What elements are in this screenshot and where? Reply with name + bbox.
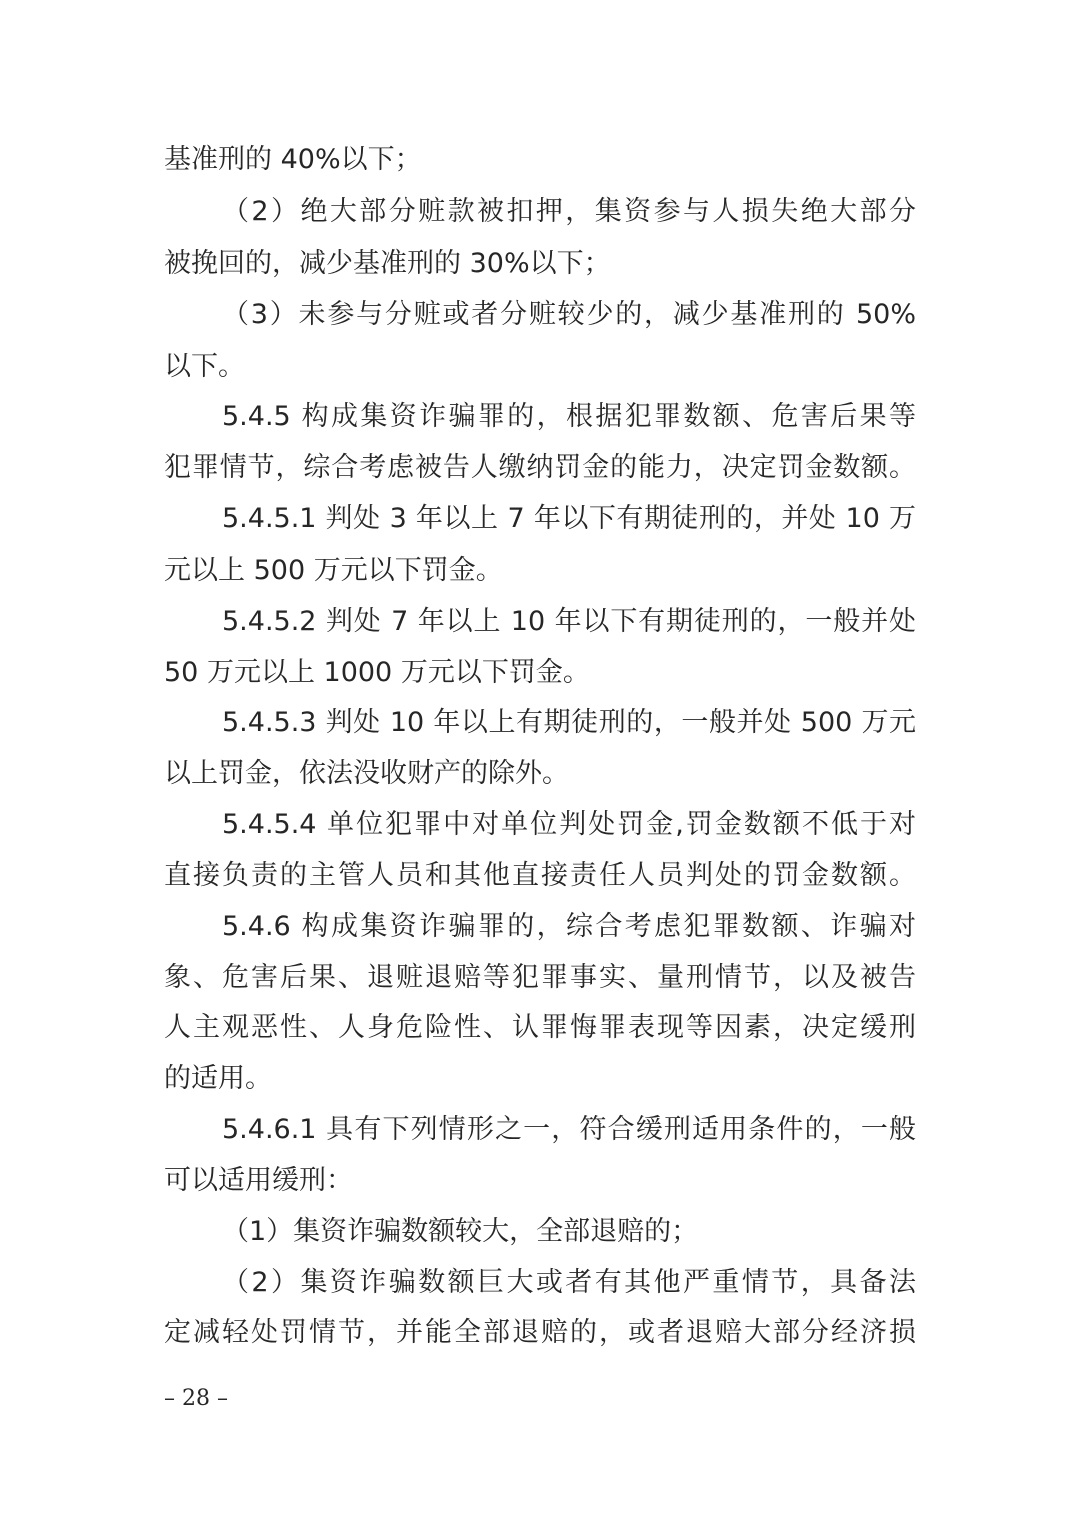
text-line: 人主观恶性、人身危险性、认罪悔罪表现等因素，决定缓刑 bbox=[164, 1012, 916, 1043]
text-line: （2）集资诈骗数额巨大或者有其他严重情节，具备法 bbox=[222, 1267, 916, 1298]
text-line: （2）绝大部分赃款被扣押，集资参与人损失绝大部分 bbox=[222, 196, 916, 227]
text-line: 象、危害后果、退赃退赔等犯罪事实、量刑情节，以及被告 bbox=[164, 962, 916, 993]
text-line: 直接负责的主管人员和其他直接责任人员判处的罚金数额。 bbox=[164, 860, 916, 891]
text-line: 基准刑的 40%以下； bbox=[164, 144, 422, 175]
text-line: 犯罪情节，综合考虑被告人缴纳罚金的能力，决定罚金数额。 bbox=[164, 452, 916, 483]
text-line: （1）集资诈骗数额较大，全部退赔的； bbox=[222, 1216, 699, 1247]
text-line: （3）未参与分赃或者分赃较少的，减少基准刑的 50% bbox=[222, 299, 916, 330]
text-line: 5.4.5 构成集资诈骗罪的，根据犯罪数额、危害后果等 bbox=[222, 401, 916, 432]
text-line: 的适用。 bbox=[164, 1063, 272, 1094]
text-line: 以下。 bbox=[164, 351, 245, 382]
text-line: 定减轻处罚情节，并能全部退赔的，或者退赔大部分经济损 bbox=[164, 1317, 916, 1348]
text-line: 50 万元以上 1000 万元以下罚金。 bbox=[164, 657, 590, 688]
text-line: 元以上 500 万元以下罚金。 bbox=[164, 555, 503, 586]
text-line: 以上罚金，依法没收财产的除外。 bbox=[164, 758, 569, 789]
text-line: 5.4.5.2 判处 7 年以上 10 年以下有期徒刑的，一般并处 bbox=[222, 606, 916, 637]
text-line: 5.4.6 构成集资诈骗罪的，综合考虑犯罪数额、诈骗对 bbox=[222, 911, 916, 942]
text-line: 5.4.6.1 具有下列情形之一，符合缓刑适用条件的，一般 bbox=[222, 1114, 916, 1145]
text-line: 5.4.5.4 单位犯罪中对单位判处罚金,罚金数额不低于对 bbox=[222, 809, 916, 840]
page-number: – 28 – bbox=[164, 1386, 228, 1411]
text-line: 被挽回的，减少基准刑的 30%以下； bbox=[164, 248, 611, 279]
text-line: 5.4.5.3 判处 10 年以上有期徒刑的，一般并处 500 万元 bbox=[222, 707, 916, 738]
text-line: 5.4.5.1 判处 3 年以上 7 年以下有期徒刑的，并处 10 万 bbox=[222, 503, 916, 534]
text-line: 可以适用缓刑： bbox=[164, 1165, 353, 1196]
